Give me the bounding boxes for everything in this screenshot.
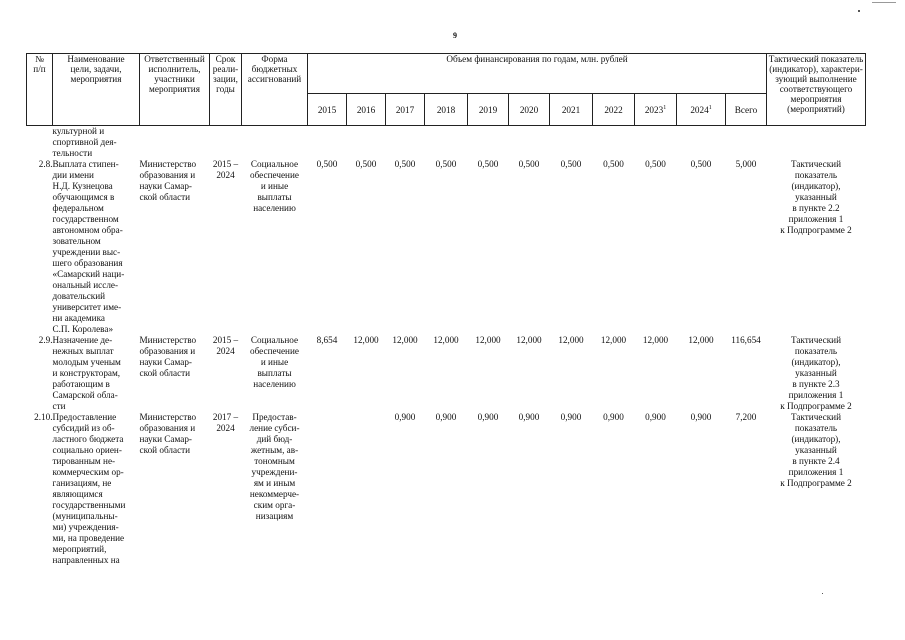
header-name: Наименование цели, задачи, мероприятия	[53, 54, 140, 126]
row-year-value: 12,000	[353, 335, 379, 345]
scan-mark	[872, 2, 896, 3]
header-year: 2020	[509, 94, 550, 126]
row-year-value: 0,500	[560, 159, 582, 169]
row-year-value: 12,000	[475, 335, 501, 345]
row-number: 2.8.	[38, 159, 53, 169]
row-year-value: 12,000	[516, 335, 542, 345]
row-year-value: 0,900	[690, 412, 712, 422]
header-year: 2023$^1$	[635, 94, 677, 126]
row-year-value: 0,500	[435, 159, 457, 169]
row-year-value: 12,000	[392, 335, 418, 345]
row-year-value: 12,000	[558, 335, 584, 345]
page-number: 9	[453, 31, 457, 40]
header-year: 2022	[593, 94, 635, 126]
row-indicator: Тактический показатель (индикатор), указанный в пункте 2.3 приложения 1 к Подпрограмме 2	[780, 335, 852, 411]
row-year-value: 0,500	[518, 159, 540, 169]
row-year-value: 0,900	[477, 412, 499, 422]
header-form: Форма бюджетных ассигнований	[242, 54, 308, 126]
row-year-value	[308, 412, 347, 566]
row-year-value: 12,000	[433, 335, 459, 345]
header-year: 2018	[425, 94, 468, 126]
row-year-value: 0,900	[435, 412, 457, 422]
header-year: 2017	[386, 94, 425, 126]
table-header-row	[27, 54, 866, 94]
row-year-value	[347, 412, 386, 566]
row-term: 2017 – 2024	[212, 412, 239, 433]
row-name: Назначение де- нежных выплат молодым ученым и конструкторам, работающим в Самарской обла- сти	[52, 335, 121, 411]
header-year: 2015	[308, 94, 347, 126]
row-year-value: 12,000	[600, 335, 627, 345]
scan-mark	[858, 10, 860, 12]
row-executor: Министерство образования и науки Самар- ской области	[139, 159, 197, 202]
row-executor: Министерство образования и науки Самар- ской области	[139, 412, 197, 455]
header-year: 2016	[347, 94, 386, 126]
row-year-value: 0,500	[316, 159, 338, 169]
header-indicator: Тактический показатель (индикатор), характери- зующий выполнение соответствующего мероприятия (мероприятий)	[767, 54, 866, 126]
row-year-value: 0,500	[690, 159, 712, 169]
row-indicator: Тактический показатель (индикатор), указанный в пункте 2.4 приложения 1 к Подпрограмме 2	[780, 412, 852, 488]
header-financing: Объем финансирования по годам, млн. рублей	[308, 54, 767, 94]
header-executor: Ответственный исполнитель, участники мероприятия	[140, 54, 210, 126]
row-year-value: 12,000	[688, 335, 714, 345]
scan-mark	[822, 593, 823, 594]
row-year-value: 8,654	[316, 335, 338, 345]
row-number: 2.10.	[34, 412, 53, 422]
row-total: 116,654	[731, 335, 761, 345]
row-form: Социальное обеспечение и иные выплаты населению	[250, 159, 299, 213]
row-number: 2.9.	[38, 335, 53, 345]
row-total: 5,000	[735, 159, 757, 169]
row-year-value: 0,500	[603, 159, 624, 169]
row-year-value: 0,500	[355, 159, 377, 169]
row-indicator: Тактический показатель (индикатор), указанный в пункте 2.2 приложения 1 к Подпрограмме 2	[780, 159, 852, 235]
row-form: Социальное обеспечение и иные выплаты населению	[250, 335, 299, 389]
row-year-value: 0,900	[518, 412, 540, 422]
row-year-value: 0,900	[603, 412, 624, 422]
row-year-value: 12,000	[642, 335, 669, 345]
financing-table	[26, 53, 866, 566]
row-executor: Министерство образования и науки Самар- ской области	[139, 335, 197, 378]
row-term: 2015 – 2024	[212, 159, 239, 180]
header-year: 2019	[468, 94, 509, 126]
row-form: Предостав- ление субси- дий бюд- жетным, ав- тономным учреждени- ям и иным некоммерче- ским орга- низациям	[249, 412, 300, 521]
row-year-value: 0,500	[477, 159, 499, 169]
row-total: 7,200	[735, 412, 757, 422]
table-row	[27, 412, 866, 566]
header-year: 2024$^1$	[677, 94, 726, 126]
row-name: Выплата стипен- дии имени Н.Д. Кузнецова обучающимся в федеральном государственном автономном обра- зовательном учреждении выс- шего образования «Самарский наци- ональный иссле- довательский университет име- ни академика С.П. Королева»	[52, 159, 125, 334]
row-name: Предоставление субсидий из об- ластного бюджета социально ориен- тированным не- коммерческим ор- ганизациям, не являющимся государственными (муниципальны- ми) учреждения- ми, на проведение мероприятий, направленных на	[52, 412, 126, 565]
header-num: № п/п	[27, 54, 53, 126]
table-row	[27, 335, 866, 412]
header-term: Срок реали- зации, годы	[210, 54, 242, 126]
row-year-value: 0,500	[645, 159, 666, 169]
row-year-value: 0,900	[560, 412, 582, 422]
continuation-name: культурной и спортивной дея- тельности	[52, 126, 117, 158]
row-year-value: 0,500	[394, 159, 416, 169]
header-total: Всего	[726, 94, 767, 126]
row-year-value: 0,900	[394, 412, 416, 422]
table-row	[27, 159, 866, 335]
header-year: 2021	[550, 94, 593, 126]
table-row-continuation	[27, 126, 866, 160]
row-term: 2015 – 2024	[212, 335, 239, 356]
row-year-value: 0,900	[645, 412, 666, 422]
